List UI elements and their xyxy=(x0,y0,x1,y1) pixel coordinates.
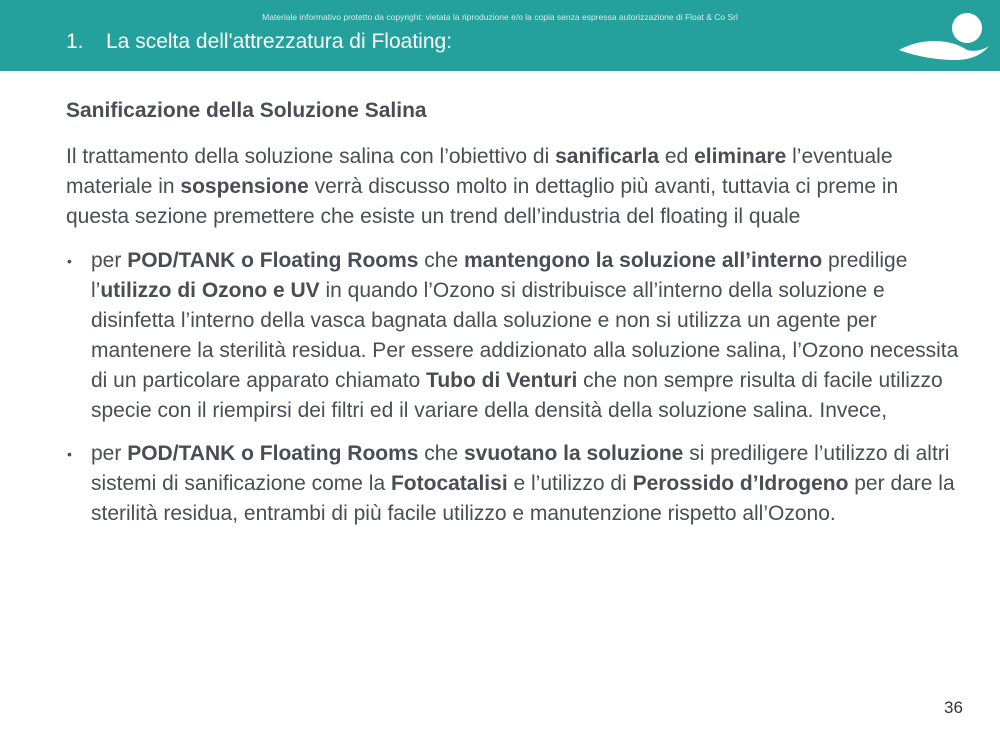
page-title xyxy=(66,30,452,54)
text-run: si prediligere l’utilizzo di altri sistemi di sanificazione come la xyxy=(91,442,950,495)
bullet-item xyxy=(66,246,966,426)
section-title: Sanificazione della Soluzione Salina xyxy=(66,99,427,122)
bullet-text xyxy=(91,442,955,525)
bullet-icon: • xyxy=(67,446,72,462)
bold-text: POD/TANK o Floating Rooms xyxy=(127,442,419,465)
text-run: predilige l’ xyxy=(91,249,908,302)
bullet-item xyxy=(66,439,966,529)
text-run: che xyxy=(418,249,464,272)
bold-text: Fotocatalisi xyxy=(390,472,508,495)
text-run: che xyxy=(418,442,464,465)
text-run: per dare la sterilità residua, entrambi di più facile utilizzo e manutenzione rispetto all’Ozono. xyxy=(91,472,955,525)
bold-text: svuotano la soluzione xyxy=(463,442,684,465)
title-number: 1. xyxy=(66,30,84,53)
slide-content xyxy=(66,96,966,542)
text-run: e l’utilizzo di xyxy=(507,472,633,495)
copyright-notice xyxy=(0,12,1000,22)
text-run: verrà discusso molto in dettaglio più avanti, tuttavia ci preme in questa sezione premettere che esiste un trend dell’industria del floating il quale xyxy=(66,175,899,228)
bold-text: eliminare xyxy=(694,145,787,168)
bold-text: mantengono la soluzione all’interno xyxy=(463,249,823,272)
bold-text: sospensione xyxy=(180,175,309,198)
bullet-list xyxy=(66,246,966,529)
text-run: ed xyxy=(659,145,695,168)
text-run: l’eventuale materiale in xyxy=(66,145,893,198)
text-run: per xyxy=(91,442,128,465)
title-text: La scelta dell'attrezzatura di Floating: xyxy=(106,30,453,53)
bold-text: Tubo di Venturi xyxy=(426,369,578,392)
text-run: in quando l’Ozono si distribuisce all’interno della soluzione e disinfetta l’interno della vasca bagnata dalla soluzione e non si utilizza un agente per mantenere la sterilità residua. Per essere addizionato alla soluzione salina, l’Ozono necessita di un particolare apparato chiamato xyxy=(91,279,959,392)
text-run: per xyxy=(91,249,128,272)
floating-person-logo-icon xyxy=(895,8,990,63)
text-run: Il trattamento della soluzione salina con l’obiettivo di xyxy=(66,145,556,168)
text-run: che non sempre risulta di facile utilizzo specie con il riempirsi dei filtri ed il variare della densità della soluzione salina. Invece, xyxy=(91,369,943,422)
bold-text: utilizzo di Ozono e UV xyxy=(100,279,320,302)
header-bar xyxy=(0,0,1000,71)
intro-paragraph xyxy=(66,142,966,232)
bold-text: POD/TANK o Floating Rooms xyxy=(127,249,419,272)
bullet-icon: • xyxy=(67,253,72,269)
bullet-text xyxy=(91,249,958,422)
page-number: 36 xyxy=(944,698,963,717)
copyright-text: Materiale informativo protetto da copyright: vietata la riproduzione e/o la copia senza espressa autorizzazione di Float & Co Srl xyxy=(262,12,738,22)
bold-text: sanificarla xyxy=(555,145,660,168)
bold-text: Perossido d’Idrogeno xyxy=(632,472,849,495)
